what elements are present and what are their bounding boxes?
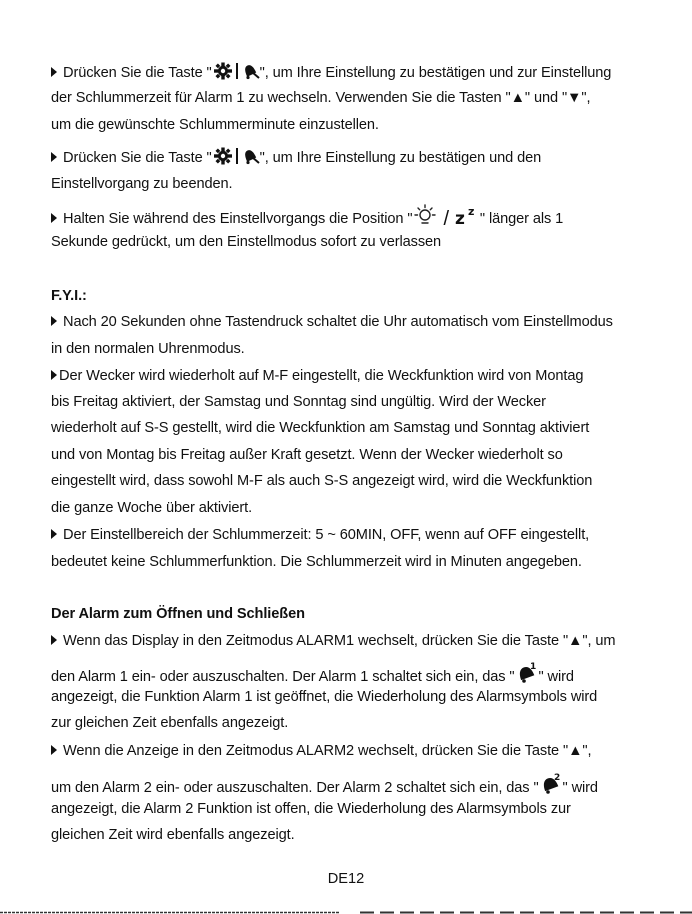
gear-icon (212, 147, 234, 170)
paragraph-line: zur gleichen Zeit ebenfalls angezeigt. (51, 715, 289, 731)
bell-2-icon (539, 771, 563, 800)
paragraph-line: Sekunde gedrückt, um den Einstellmodus sofort zu verlassen (51, 234, 442, 250)
bullet-triangle-icon (51, 529, 57, 539)
paragraph-line: die ganze Woche über aktiviert. (51, 500, 253, 516)
paragraph-line: wiederholt auf S-S gestellt, wird die Weckfunktion am Samstag und Sonntag aktiviert (51, 420, 590, 436)
paragraph-line: der Schlummerzeit für Alarm 1 zu wechseln. Verwenden Sie die Tasten "▲" und "▼", (51, 90, 591, 106)
paragraph-line: Halten Sie während des Einstellvorgangs die Position " / z z " länger als 1 (51, 204, 563, 231)
gear-icon (212, 62, 234, 85)
bullet-triangle-icon (51, 213, 57, 223)
bullet-triangle-icon (51, 316, 57, 326)
paragraph-line: bedeutet keine Schlummerfunktion. Die Schlummerzeit wird in Minuten angegeben. (51, 554, 582, 570)
paragraph-line: bis Freitag aktiviert, der Samstag und Sonntag sind ungültig. Wird der Wecker (51, 394, 546, 410)
light-icon (412, 204, 438, 231)
svg-text:z: z (467, 205, 475, 218)
paragraph-line: Einstellvorgang zu beenden. (51, 176, 233, 192)
bullet-triangle-icon (51, 635, 57, 645)
paragraph-line: um den Alarm 2 ein- oder auszuschalten. Der Alarm 2 schaltet sich ein, das " 2 " wird (51, 771, 598, 800)
alarm-heading: Der Alarm zum Öffnen und Schließen (51, 606, 305, 622)
bullet-triangle-icon (51, 152, 57, 162)
bullet-triangle-icon (51, 370, 57, 380)
page-number: DE12 (327, 871, 365, 887)
svg-text:1: 1 (529, 662, 536, 672)
paragraph-line: Wenn die Anzeige in den Zeitmodus ALARM2 wechselt, drücken Sie die Taste "▲", (51, 742, 591, 760)
svg-text:2: 2 (553, 773, 560, 783)
paragraph-line: Drücken Sie die Taste " ", um Ihre Einstellung zu bestätigen und den (51, 147, 541, 170)
paragraph-line: Der Wecker wird wiederholt auf M-F eingestellt, die Weckfunktion wird von Montag (51, 367, 583, 385)
fyi-heading: F.Y.I.: (51, 288, 87, 304)
paragraph-line: angezeigt, die Funktion Alarm 1 ist geöffnet, die Wiederholung des Alarmsymbols wird (51, 689, 598, 705)
paragraph-line: Der Einstellbereich der Schlummerzeit: 5 ~ 60MIN, OFF, wenn auf OFF eingestellt, (51, 526, 589, 544)
zz-icon (454, 204, 480, 231)
paragraph-line: eingestellt wird, dass sowohl M-F als auch S-S angezeigt wird, wird die Weckfunktion (51, 473, 593, 489)
paragraph-line: um die gewünschte Schlummerminute einzustellen. (51, 117, 379, 133)
bullet-triangle-icon (51, 67, 57, 77)
paragraph-line: den Alarm 1 ein- oder auszuschalten. Der Alarm 1 schaltet sich ein, das " 1 " wird (51, 660, 574, 689)
paragraph-line: angezeigt, die Alarm 2 Funktion ist offen, die Wiederholung des Alarmsymbols zur (51, 801, 571, 817)
paragraph-line: in den normalen Uhrenmodus. (51, 341, 245, 357)
svg-text:z: z (454, 209, 465, 226)
bullet-triangle-icon (51, 745, 57, 755)
bell-off-icon (240, 62, 260, 85)
bell-off-icon (240, 147, 260, 170)
paragraph-line: gleichen Zeit wird ebenfalls angezeigt. (51, 827, 295, 843)
bell-1-icon (515, 660, 539, 689)
paragraph-line: Nach 20 Sekunden ohne Tastendruck schaltet die Uhr automatisch vom Einstellmodus (51, 313, 613, 331)
paragraph-line: und von Montag bis Freitag außer Kraft gesetzt. Wenn der Wecker wiederholt so (51, 447, 563, 463)
paragraph-line: Wenn das Display in den Zeitmodus ALARM1 wechselt, drücken Sie die Taste "▲", um (51, 632, 615, 650)
paragraph-line: Drücken Sie die Taste " ", um Ihre Einstellung zu bestätigen und zur Einstellung (51, 62, 611, 85)
